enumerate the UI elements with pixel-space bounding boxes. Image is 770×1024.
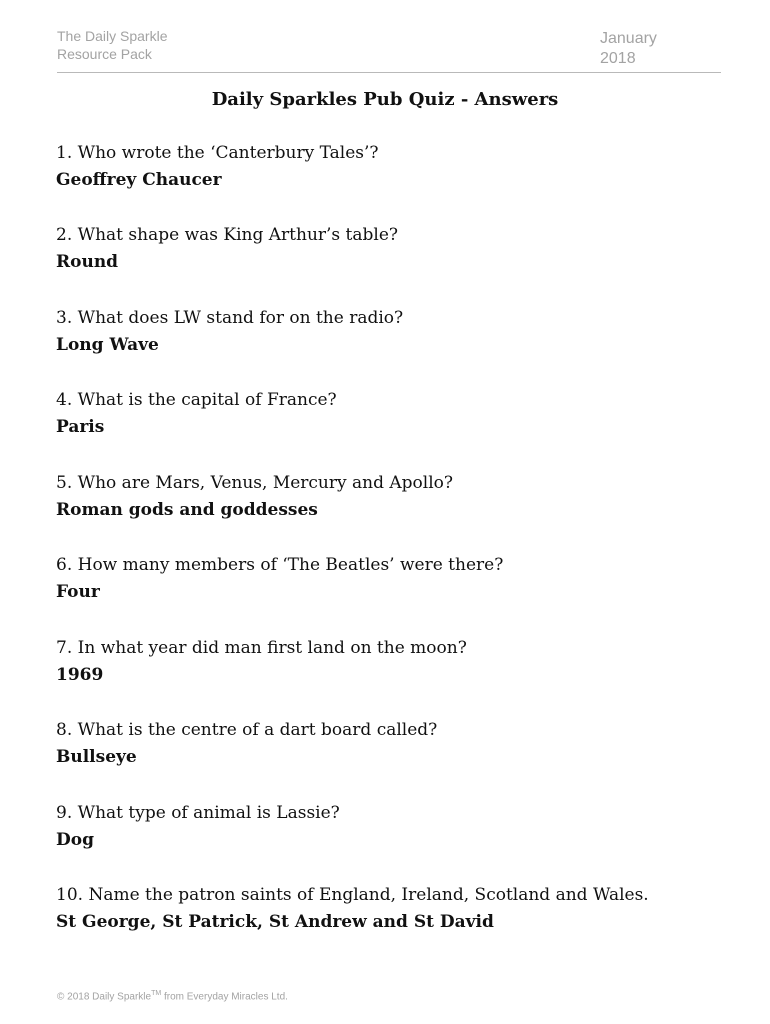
answer-5: Roman gods and goddesses	[56, 500, 318, 520]
question-4: 4. What is the capital of France?	[56, 390, 337, 410]
answer-10: St George, St Patrick, St Andrew and St David	[56, 912, 494, 932]
answer-6: Four	[56, 582, 100, 602]
quiz-item-5	[56, 470, 736, 524]
quiz-item-10	[56, 882, 736, 936]
quiz-item-7	[56, 635, 736, 689]
publication-line-2: Resource Pack	[57, 46, 152, 62]
question-5: 5. Who are Mars, Venus, Mercury and Apollo?	[56, 473, 454, 493]
copyright-text: © 2018 Daily Sparkle	[57, 991, 152, 1003]
question-6: 6. How many members of ‘The Beatles’ were there?	[56, 555, 504, 575]
question-1: 1. Who wrote the ‘Canterbury Tales’?	[56, 143, 379, 163]
quiz-item-1	[56, 140, 736, 194]
quiz-item-4	[56, 387, 736, 441]
question-2: 2. What shape was King Arthur’s table?	[56, 225, 399, 245]
issue-year: 2018	[600, 50, 636, 67]
question-3: 3. What does LW stand for on the radio?	[56, 308, 404, 328]
question-9: 9. What type of animal is Lassie?	[56, 803, 340, 823]
quiz-item-2	[56, 222, 736, 276]
copyright-footer	[57, 990, 288, 1002]
answer-3: Long Wave	[56, 335, 159, 355]
header-divider	[57, 72, 721, 73]
issue-month: January	[600, 30, 657, 47]
copyright-owner: from Everyday Miracles Ltd.	[161, 991, 288, 1003]
quiz-item-3	[56, 305, 736, 359]
page-title: Daily Sparkles Pub Quiz - Answers	[211, 89, 559, 110]
quiz-item-8	[56, 717, 736, 771]
quiz-item-9	[56, 800, 736, 854]
question-8: 8. What is the centre of a dart board called?	[56, 720, 438, 740]
question-10: 10. Name the patron saints of England, Ireland, Scotland and Wales.	[56, 885, 649, 905]
answer-2: Round	[56, 252, 119, 272]
answer-4: Paris	[56, 417, 105, 437]
answer-1: Geoffrey Chaucer	[56, 170, 222, 190]
answer-7: 1969	[56, 665, 104, 685]
answer-9: Dog	[56, 830, 94, 850]
answer-8: Bullseye	[56, 747, 137, 767]
publication-line-1: The Daily Sparkle	[57, 28, 168, 44]
issue-date	[600, 29, 657, 69]
question-7: 7. In what year did man first land on the moon?	[56, 638, 467, 658]
publication-name	[57, 27, 168, 63]
trademark-mark: TM	[151, 990, 162, 997]
quiz-item-6	[56, 552, 736, 606]
